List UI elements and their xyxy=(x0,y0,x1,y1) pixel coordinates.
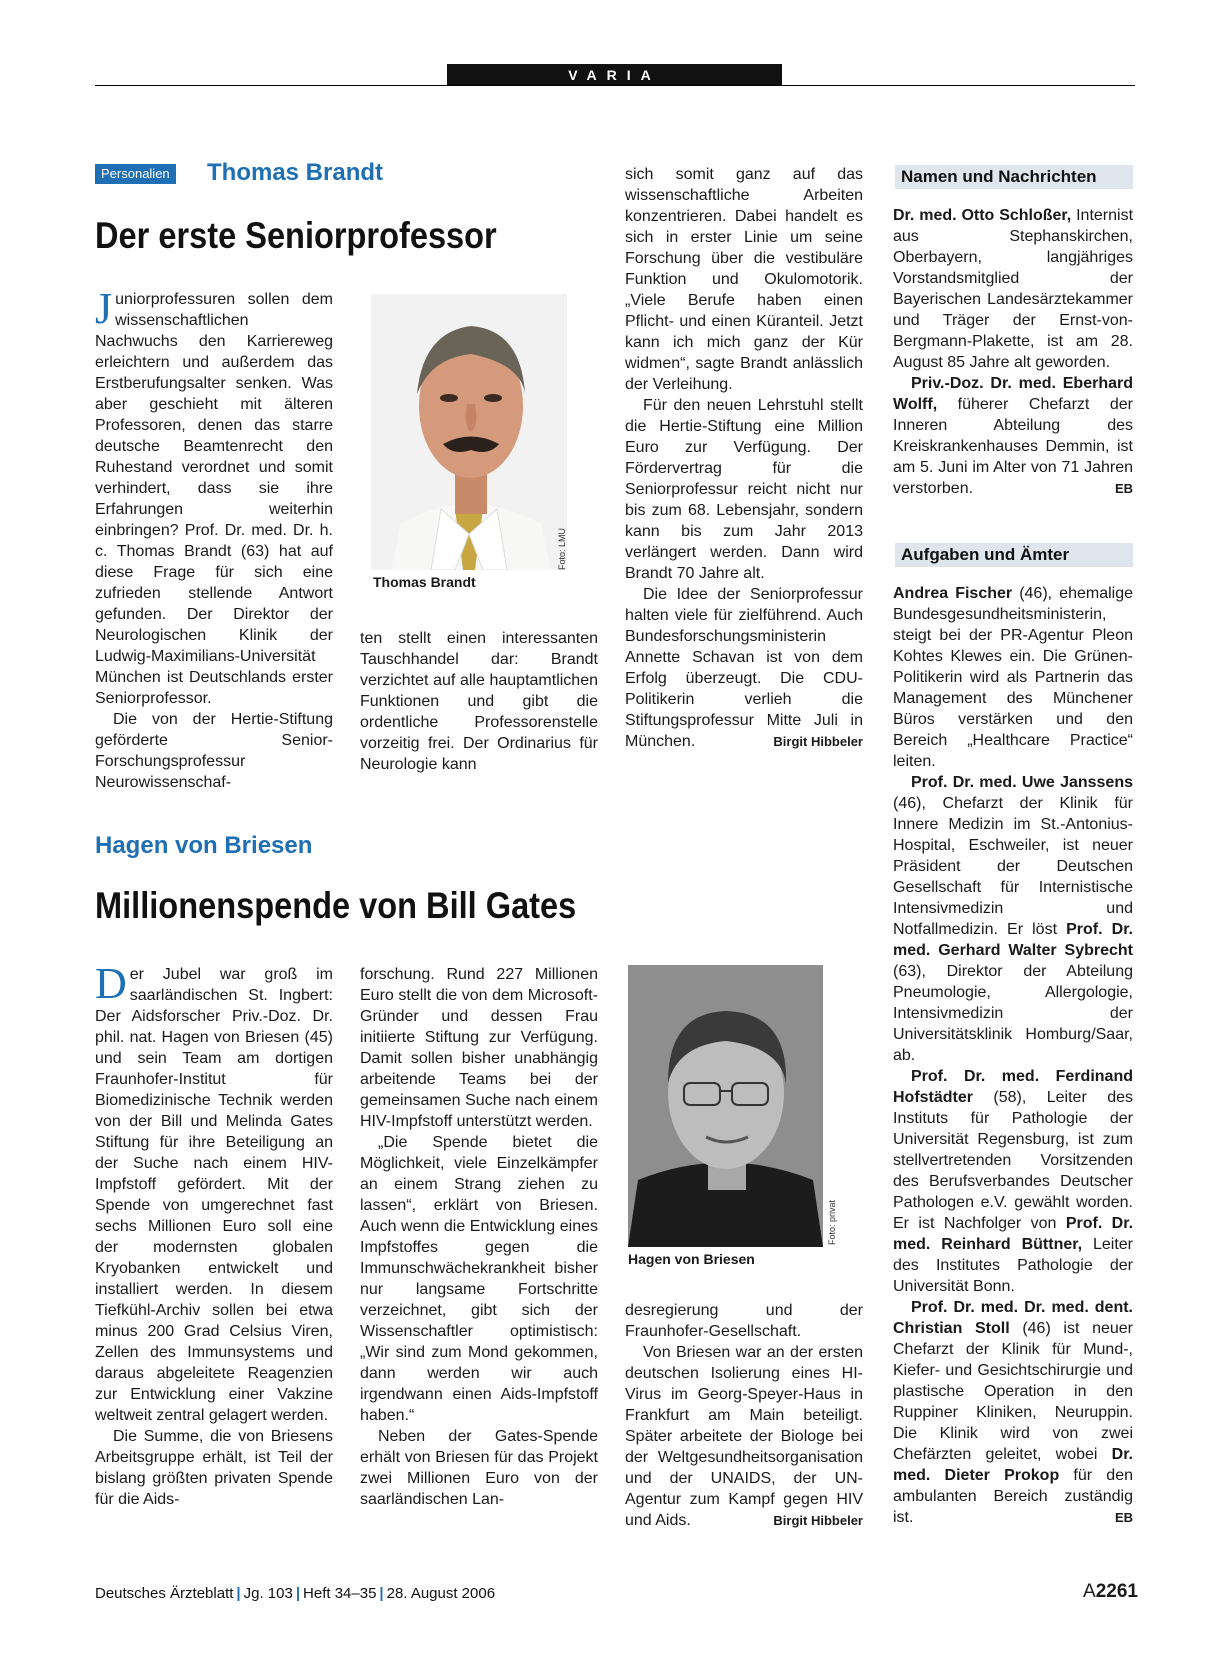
category-tag: Personalien xyxy=(95,164,176,184)
paragraph: (46), ehemalige Bundesgesundheitsministerin, steigt bei der PR-Agentur Pleon Kohtes Klewes ein. Die Grünen-Politikerin wird als Partnerin das Management des Münchener Büros verstärken und den Bereich „Healthcare Practice“ leiten. xyxy=(893,585,1134,770)
paragraph: Die Idee der Seniorprofessur halten viele für zielführend. Auch Bundesforschungsministerin Annette Schavan ist von dem Erfolg überzeugt. Die CDU-Politikerin verlieh die Stiftungsprofessur Mitte Juli in München. xyxy=(625,586,863,750)
person-name: Dr. med. Otto Schloßer, xyxy=(893,207,1072,224)
person-name: Prof. Dr. med. Dr. med. dent. Christian Stoll xyxy=(893,1299,1133,1337)
paragraph: uniorprofessuren sollen dem wissenschaftlichen Nachwuchs den Karriereweg erleichtern und außerdem das Erstberufungsalter senken. Was aber geschieht mit älteren Professoren, denen das starre deutsche Beamtenrecht den Ruhestand verordnet und somit verhindert, dass sie ihre Erfahrungen weiterhin einbringen? Prof. Dr. med. Dr. h. c. Thomas Brandt (63) hat auf diese Frage für sich eine zufrieden stellende Antwort gefunden. Der Direktor der Neurologischen Klinik der Ludwig-Maximilians-Universität München ist Deutschlands erster Seniorprofessor. xyxy=(95,291,333,707)
article1-column-2 xyxy=(360,628,598,775)
paragraph: für den ambulanten Bereich zuständig ist. xyxy=(893,1467,1133,1526)
article2-column-2 xyxy=(360,964,598,1510)
drop-cap: J xyxy=(95,284,113,333)
paragraph: „Die Spende bietet die Möglichkeit, viele Einzelkämpfer an einem Strang ziehen zu lassen“, erklärt von Briesen. Auch wenn die Entwicklung eines Impfstoffes gegen die Immunschwächekrankheit bisher nur langsame Fortschritte verzeichnet, gibt sich der Wissenschaftler optimistisch: „Wir sind zum Mond gekommen, dann werden wir auch irgendwann einen Aids-Impfstoff haben.“ xyxy=(360,1134,598,1424)
page-prefix: A xyxy=(1083,1581,1096,1602)
paragraph: Von Briesen war an der ersten deutschen Isolierung eines HI-Virus im Georg-Speyer-Haus in Frankfurt am Main beteiligt. Später arbeitete der Biologe bei der Weltgesundheitsorganisation und der UNAIDS, der UN-Agentur zum Kampf gegen HIV und Aids. xyxy=(625,1344,863,1529)
issue: Heft 34–35 xyxy=(303,1585,377,1602)
footer: Deutsches Ärzteblatt | Jg. 103 | Heft 34–35 | 28. August 2006 xyxy=(95,1585,496,1602)
portrait-hagen-von-briesen xyxy=(628,965,823,1247)
paragraph: (46), Chefarzt der Klinik für Innere Medizin im St.-Antonius-Hospital, Eschweiler, ist neuer Präsident der Deutschen Gesellschaft für Internistische Intensivmedizin und Notfallmedizin. Er löst xyxy=(893,795,1133,938)
photo-credit: Foto: LMU xyxy=(557,527,567,570)
paragraph: Die Summe, die von Briesens Arbeitsgruppe erhält, ist Teil der bislang größten privaten Spende für die Aids- xyxy=(95,1428,333,1508)
article1-column-3 xyxy=(625,164,863,752)
person-name: Prof. Dr. med. Gerhard Walter Sybrecht xyxy=(893,921,1133,959)
article1-column-1 xyxy=(95,284,333,793)
paragraph: Neben der Gates-Spende erhält von Briesen für das Projekt zwei Millionen Euro von der saarländischen Lan- xyxy=(360,1428,598,1508)
drop-cap: D xyxy=(95,959,127,1008)
paragraph: Internist aus Stephanskirchen, Oberbayern, langjähriges Vorstandsmitglied der Bayerischen Landesärztekammer und Träger der Ernst-von-Bergmann-Plakette, ist am 28. August 85 Jahre alt geworden. xyxy=(893,207,1134,371)
article1-headline: Der erste Seniorprofessor xyxy=(95,215,497,256)
section-label: VARIA xyxy=(447,64,782,86)
paragraph: Die von der Hertie-Stiftung geförderte Senior-Forschungsprofessur Neurowissenschaf- xyxy=(95,711,333,791)
paragraph: forschung. Rund 227 Millionen Euro stellt die von dem Microsoft-Gründer und dessen Frau initiierte Stiftung zur Verfügung. Damit sollen bisher unabhängig arbeitende Teams bei der gemeinsamen Suche nach einem HIV-Impfstoff unterstützt werden. xyxy=(360,966,598,1130)
paragraph: ten stellt einen interessanten Tauschhandel dar: Brandt verzichtet auf alle hauptamtlichen Funktionen und gibt die ordentliche Professorenstelle vorzeitig frei. Der Ordinarius für Neurologie kann xyxy=(360,630,598,773)
person-name: Andrea Fischer xyxy=(893,585,1013,602)
header-rule xyxy=(95,85,1135,86)
issue-date: 28. August 2006 xyxy=(386,1585,496,1602)
person-name: Priv.-Doz. Dr. med. Eberhard Wolff, xyxy=(893,375,1133,413)
photo-credit: Foto: privat xyxy=(827,1199,837,1245)
person-name: Prof. Dr. med. Uwe Janssens xyxy=(911,774,1133,791)
paragraph: er Jubel war groß im saarländischen St. Ingbert: Der Aidsforscher Priv.-Doz. Dr. phil. nat. Hagen von Briesen (45) und sein Team am dortigen Fraunhofer-Institut für Biomedizinische Technik werden von der Bill und Melinda Gates Stiftung für ihre Beteiligung an der Suche nach einem HIV-Impfstoff gefördert. Mit der Spende von umgerechnet fast sechs Millionen Euro soll eine der modernsten globalen Kryobanken entwickelt und installiert werden. In diesem Tiefkühl-Archiv sollen bei etwa minus 200 Grad Celsius Viren, Zellen des Immunsystems und daraus abgeleitete Reagenzien zur Entwicklung einer Vakzine weltweit zentral gelagert werden. xyxy=(95,966,333,1424)
article2-headline: Millionenspende von Bill Gates xyxy=(95,885,577,926)
sidebar-heading-appointments: Aufgaben und Ämter xyxy=(895,543,1133,567)
paragraph: desregierung und der Fraunhofer-Gesellschaft. xyxy=(625,1302,863,1340)
paragraph: (58), Leiter des Instituts für Pathologie der Universität Regensburg, ist zum stellvertretenden Vorsitzenden des Berufsverbandes Deutscher Pathologen e.V. gewählt worden. Er ist Nachfolger von xyxy=(893,1089,1133,1232)
author-signature: Birgit Hibbeler xyxy=(773,1513,863,1528)
article2-column-3 xyxy=(625,1300,863,1531)
paragraph: sich somit ganz auf das wissenschaftliche Arbeiten konzentrieren. Dabei handelt es sich in erster Linie um seine Forschung über die vestibuläre Funktion und Okulomotorik. „Viele Berufe haben einen Pflicht- und einen Küranteil. Jetzt kann ich mich ganz der Kür widmen“, sagte Brandt anlässlich der Verleihung. xyxy=(625,166,863,393)
sidebar-news xyxy=(893,205,1133,499)
paragraph: (46) ist neuer Chefarzt der Klinik für Mund-, Kiefer- und Gesichtschirurgie und plastische Operation in den Ruppiner Kliniken, Neuruppin. Die Klinik wird von zwei Chefärzten geleitet, wobei xyxy=(893,1320,1134,1463)
page-number-value: 2261 xyxy=(1095,1581,1138,1602)
paragraph: (63), Direktor der Abteilung Pneumologie, Allergologie, Intensivmedizin der Universitätsklinik Homburg/Saar, ab. xyxy=(893,963,1133,1064)
article1-kicker: Thomas Brandt xyxy=(207,159,384,186)
person-name: Dr. med. Dieter Prokop xyxy=(893,1446,1133,1484)
sidebar-heading-news: Namen und Nachrichten xyxy=(895,165,1133,189)
photo-caption: Hagen von Briesen xyxy=(628,1251,755,1267)
paragraph: füherer Chefarzt der Inneren Abteilung des Kreiskrankenhauses Demmin, ist am 5. Juni im Alter von 71 Jahren verstorben. xyxy=(893,396,1133,497)
paragraph: Für den neuen Lehrstuhl stellt die Hertie-Stiftung eine Million Euro zur Verfügung. Der Fördervertrag für die Seniorprofessur reicht nicht nur bis zum 68. Lebensjahr, sondern kann bis zum Jahr 2013 verlängert werden. Dann wird Brandt 70 Jahre alt. xyxy=(625,397,863,582)
signature: EB xyxy=(1114,481,1133,496)
article2-kicker: Hagen von Briesen xyxy=(95,832,313,859)
person-name: Prof. Dr. med. Reinhard Büttner, xyxy=(893,1215,1134,1253)
paragraph: Leiter des Institutes Pathologie der Universität Bonn. xyxy=(893,1236,1133,1295)
volume: Jg. 103 xyxy=(243,1585,293,1602)
person-name: Prof. Dr. med. Ferdinand Hofstädter xyxy=(893,1068,1133,1106)
journal-name: Deutsches Ärzteblatt xyxy=(95,1585,234,1602)
author-signature: Birgit Hibbeler xyxy=(773,734,863,749)
photo-caption: Thomas Brandt xyxy=(373,574,476,590)
signature: EB xyxy=(1114,1510,1133,1525)
portrait-thomas-brandt xyxy=(371,294,567,570)
page-number xyxy=(1083,1581,1138,1603)
article2-column-1 xyxy=(95,959,333,1510)
sidebar-appointments xyxy=(893,583,1133,1528)
